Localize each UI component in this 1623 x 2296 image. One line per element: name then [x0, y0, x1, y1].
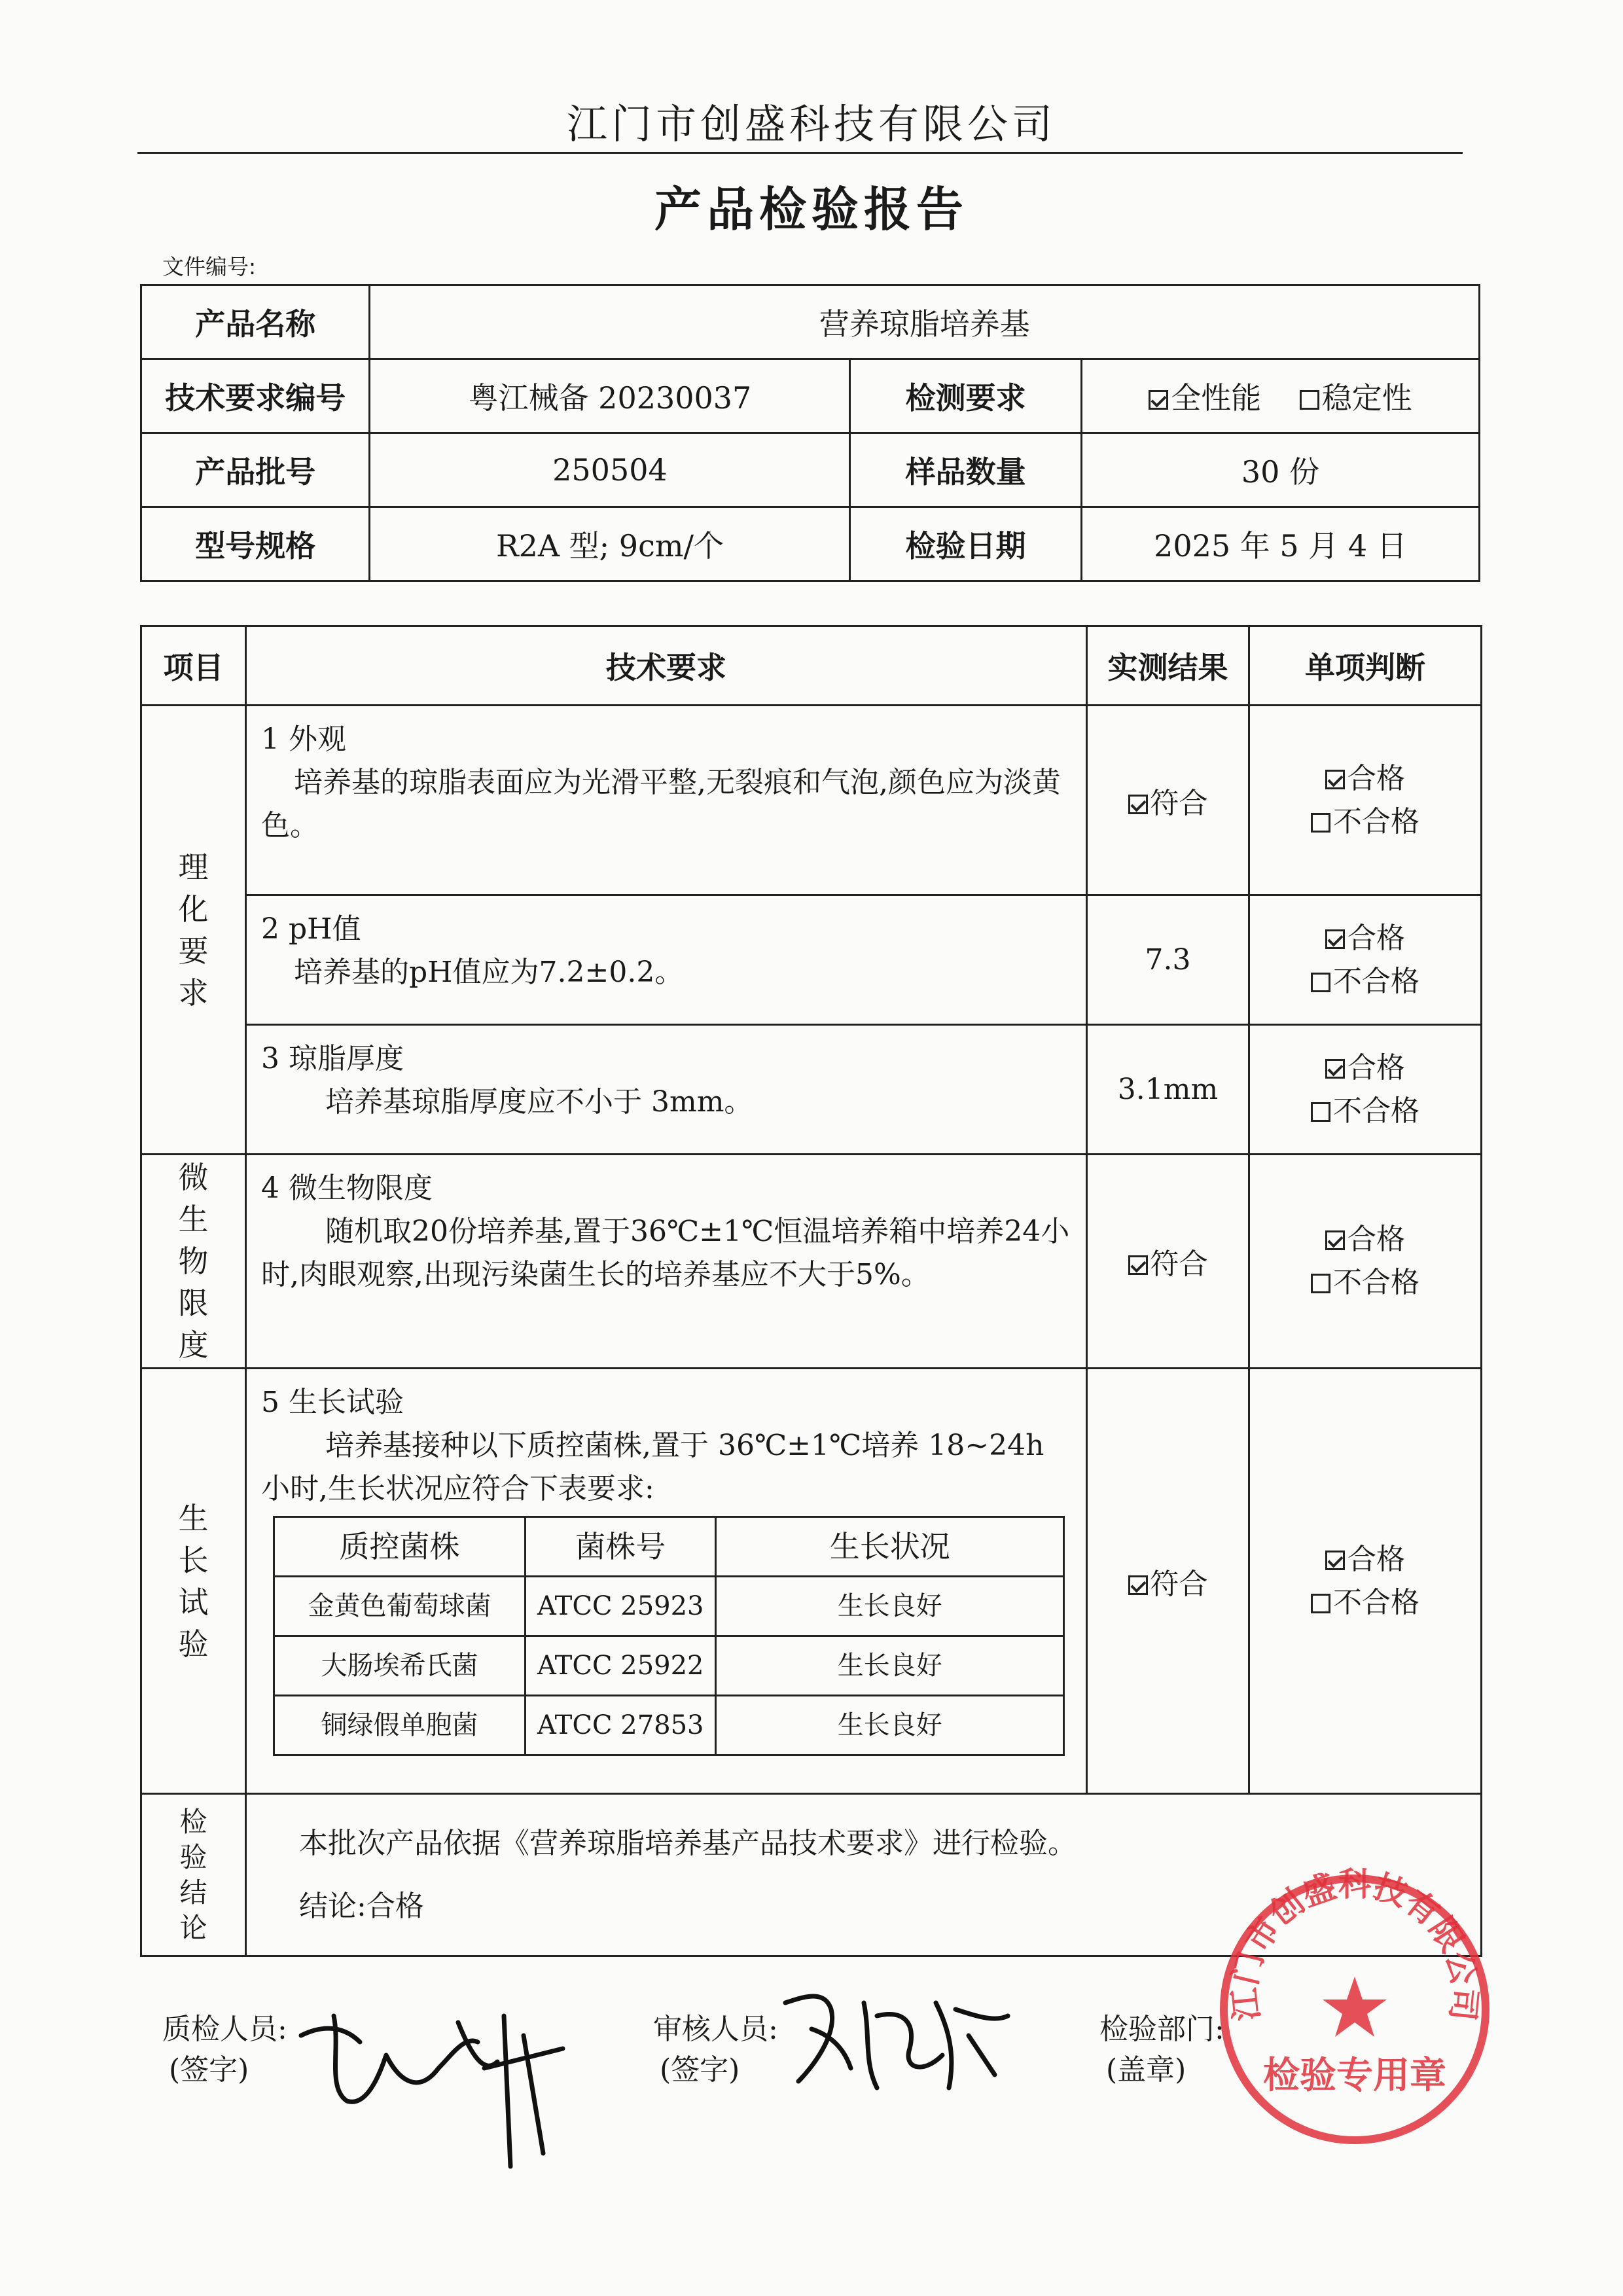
report-title: 产品检验报告: [654, 181, 969, 237]
req-appearance-text: 培养基的琼脂表面应为光滑平整,无裂痕和气泡,颜色应为淡黄色。: [261, 766, 1061, 842]
col-requirement: 技术要求: [246, 626, 1087, 706]
category-conclusion: 检验结论: [141, 1794, 246, 1956]
req-ph-title: 2 pH值: [261, 912, 361, 946]
strain-number: ATCC 25923: [525, 1577, 716, 1636]
result-thickness: 3.1mm: [1087, 1025, 1249, 1155]
reviewer-sign-hint: (签字): [660, 2053, 740, 2087]
req-thickness: [246, 1025, 1087, 1155]
req-micro-text: 随机取20份培养基,置于36℃±1℃恒温培养箱中培养24小时,肉眼观察,出现污染菌生长的培养基应不大于5%。: [261, 1215, 1070, 1291]
judge-ph: 合格 不合格: [1249, 895, 1482, 1025]
dept-stamp-hint: (盖章): [1106, 2053, 1186, 2087]
judge-micro-pass-checkbox[interactable]: [1325, 1230, 1345, 1250]
strain-growth: 生长良好: [716, 1636, 1064, 1696]
strain-col-strain: 质控菌株: [274, 1517, 526, 1577]
company-name: 江门市创盛科技有限公司: [566, 100, 1056, 148]
header-rule: [137, 152, 1463, 154]
tech-req-no-value: 粤江械备 20230037: [370, 359, 850, 433]
strain-name: 金黄色葡萄球菌: [274, 1577, 526, 1636]
reviewer-signature: [772, 1977, 1021, 2101]
dept-block: [1099, 2009, 1224, 2090]
strain-growth: 生长良好: [716, 1696, 1064, 1755]
stability-label: 稳定性: [1321, 380, 1412, 416]
conclusion-text: 本批次产品依据《营养琼脂培养基产品技术要求》进行检验。: [299, 1826, 1077, 1860]
strain-number: ATCC 25922: [525, 1636, 716, 1696]
col-item: 项目: [141, 626, 246, 706]
reviewer-label: 审核人员:: [653, 2013, 778, 2046]
judge-appearance: 合格 不合格: [1249, 706, 1482, 895]
sample-qty-value: 30 份: [1081, 433, 1479, 507]
inspector-label: 质检人员:: [162, 2013, 287, 2046]
sample-qty-label: 样品数量: [850, 433, 1081, 507]
table-row: [274, 1577, 1064, 1636]
judge-growth: 合格 不合格: [1249, 1369, 1482, 1794]
seal-bottom-text: 检验专用章: [1263, 2054, 1446, 2097]
judge-micro: 合格 不合格: [1249, 1155, 1482, 1369]
judge-appearance-fail-checkbox[interactable]: [1311, 813, 1330, 833]
judge-ph-pass-checkbox[interactable]: [1325, 929, 1345, 949]
info-table: [140, 284, 1480, 582]
test-date-label: 检验日期: [850, 507, 1081, 581]
result-appearance: 符合: [1087, 706, 1249, 895]
req-ph-text: 培养基的pH值应为7.2±0.2。: [294, 956, 684, 989]
tech-req-no-label: 技术要求编号: [141, 359, 370, 433]
req-growth-title: 5 生长试验: [261, 1386, 404, 1419]
product-name-value: 营养琼脂培养基: [370, 285, 1480, 359]
req-micro-title: 4 微生物限度: [261, 1172, 433, 1205]
judge-thickness-pass-checkbox[interactable]: [1325, 1059, 1345, 1079]
doc-number-label: 文件编号:: [162, 254, 257, 279]
reviewer-block: [653, 2009, 778, 2090]
inspection-table: [140, 625, 1482, 1957]
strain-table: [273, 1516, 1065, 1756]
result-growth: 符合: [1087, 1369, 1249, 1794]
seal-star-icon: [1323, 1977, 1387, 2037]
full-performance-label: 全性能: [1171, 380, 1262, 416]
inspector-sign-hint: (签字): [169, 2053, 249, 2087]
judge-thickness-fail-checkbox[interactable]: [1311, 1102, 1330, 1122]
req-growth-text: 培养基接种以下质控菌株,置于 36℃±1℃培养 18~24h 小时,生长状况应符合下表要求:: [261, 1429, 1044, 1505]
req-micro: [246, 1155, 1087, 1369]
conclusion-result: 结论:合格: [299, 1889, 424, 1923]
table-row: [274, 1636, 1064, 1696]
inspection-seal: [1211, 1865, 1499, 2153]
inspector-block: [162, 2009, 287, 2090]
col-result: 实测结果: [1087, 626, 1249, 706]
judge-micro-fail-checkbox[interactable]: [1311, 1274, 1330, 1293]
req-appearance: [246, 706, 1087, 895]
batch-value: 250504: [370, 433, 850, 507]
test-date-value: 2025 年 5 月 4 日: [1081, 507, 1479, 581]
seal-top-text: 江门市创盛科技有限公司: [1225, 1865, 1484, 2023]
strain-name: 铜绿假单胞菌: [274, 1696, 526, 1755]
category-growth: 生长试验: [141, 1369, 246, 1794]
strain-growth: 生长良好: [716, 1577, 1064, 1636]
model-label: 型号规格: [141, 507, 370, 581]
judge-growth-fail-checkbox[interactable]: [1311, 1594, 1330, 1613]
req-thickness-title: 3 琼脂厚度: [261, 1042, 404, 1075]
strain-col-number: 菌株号: [525, 1517, 716, 1577]
full-performance-checkbox[interactable]: [1149, 390, 1168, 410]
inspector-signature: [288, 1996, 589, 2186]
judge-ph-fail-checkbox[interactable]: [1311, 973, 1330, 992]
result-appearance-checkbox[interactable]: [1128, 795, 1148, 814]
col-judgement: 单项判断: [1249, 626, 1482, 706]
strain-name: 大肠埃希氏菌: [274, 1636, 526, 1696]
category-physchem: 理化要求: [141, 706, 246, 1155]
req-growth: [246, 1369, 1087, 1794]
judge-appearance-pass-checkbox[interactable]: [1325, 770, 1345, 789]
result-micro: 符合: [1087, 1155, 1249, 1369]
req-appearance-title: 1 外观: [261, 723, 346, 756]
req-thickness-text: 培养基琼脂厚度应不小于 3mm。: [325, 1085, 753, 1119]
batch-label: 产品批号: [141, 433, 370, 507]
stability-checkbox[interactable]: [1300, 390, 1319, 410]
test-req-label: 检测要求: [850, 359, 1081, 433]
judge-thickness: 合格 不合格: [1249, 1025, 1482, 1155]
model-value: R2A 型; 9cm/个: [370, 507, 850, 581]
table-row: [274, 1696, 1064, 1755]
product-name-label: 产品名称: [141, 285, 370, 359]
test-req-options: [1081, 359, 1479, 433]
result-growth-checkbox[interactable]: [1128, 1575, 1148, 1595]
strain-col-growth: 生长状况: [716, 1517, 1064, 1577]
req-ph: [246, 895, 1087, 1025]
judge-growth-pass-checkbox[interactable]: [1325, 1551, 1345, 1570]
strain-number: ATCC 27853: [525, 1696, 716, 1755]
category-micro: 微生物限度: [141, 1155, 246, 1369]
dept-label: 检验部门:: [1099, 2013, 1224, 2046]
result-ph: 7.3: [1087, 895, 1249, 1025]
result-micro-checkbox[interactable]: [1128, 1255, 1148, 1275]
